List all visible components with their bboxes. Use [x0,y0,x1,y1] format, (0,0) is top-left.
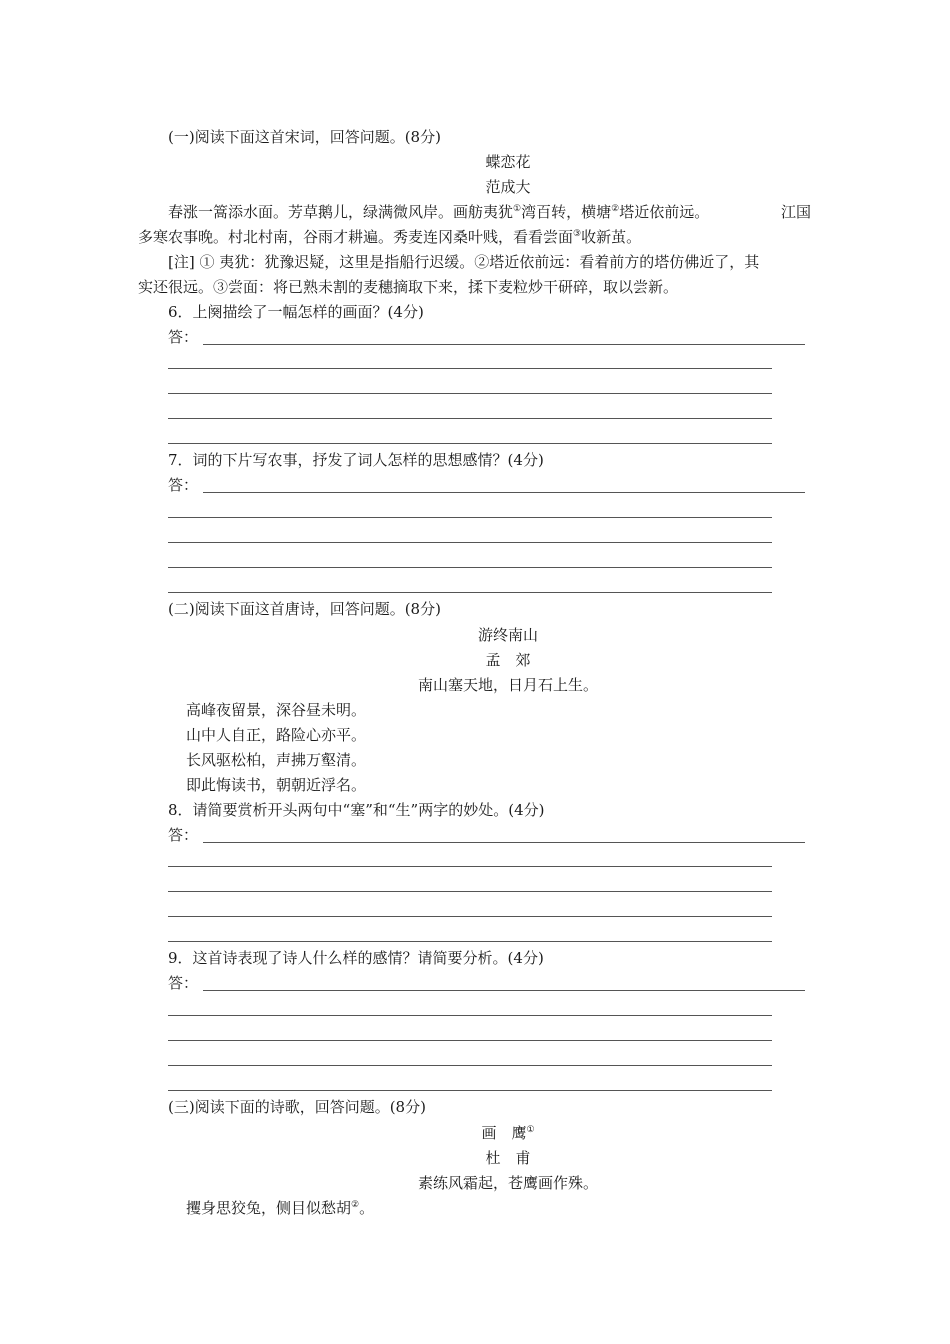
answer-line-8-4[interactable] [168,916,772,917]
answer-line-8-1[interactable] [203,842,805,843]
answer-line-7-2[interactable] [168,517,772,518]
answer-label-6: 答： [168,328,199,346]
footnote-mark-2: ② [611,204,620,214]
poem2-line2: 高峰夜留景，深谷昼未明。 [186,701,367,719]
answer-label-9: 答： [168,974,199,992]
answer-line-6-1[interactable] [203,344,805,345]
poem3-line2-end: 。 [359,1199,375,1217]
section3-header: (三)阅读下面的诗歌，回答问题。(8分) [168,1098,426,1116]
poem3-author: 杜 甫 [485,1149,531,1167]
question-7: 7．词的下片写农事，抒发了词人怎样的思想感情？(4分) [168,451,544,469]
answer-line-8-3[interactable] [168,891,772,892]
question-6: 6．上阕描绘了一幅怎样的画面？(4分) [168,303,424,321]
poem3-title-wrap [168,1123,848,1143]
answer-line-9-1[interactable] [203,990,805,991]
answer-label-7: 答： [168,476,199,494]
poem3-line2: 攫身思狡兔，侧目似愁胡 [186,1199,352,1217]
poem3-line2-wrap [186,1198,374,1218]
poem1-line2 [138,227,641,247]
question-8: 8．请简要赏析开头两句中“塞”和“生”两字的妙处。(4分) [168,801,545,819]
footnote-mark-1: ① [513,204,522,214]
answer-line-7-3[interactable] [168,542,772,543]
footnote-mark-hu: ② [351,1200,360,1210]
question-9: 9．这首诗表现了诗人什么样的感情？请简要分析。(4分) [168,949,544,967]
answer-line-7-4[interactable] [168,567,772,568]
poem2-line5: 即此悔读书，朝朝近浮名。 [186,776,367,794]
answer-line-7-5[interactable] [168,592,772,593]
answer-line-9-2[interactable] [168,1015,772,1016]
poem2-line1: 南山塞天地，日月石上生。 [417,676,598,694]
poem1-line2-b: 收新茧。 [581,228,642,246]
poem1-line2-a: 多寒农事晚。村北村南，谷雨才耕遍。秀麦连冈桑叶贱，看看尝面 [138,228,574,246]
footnote-mark-title: ① [526,1125,535,1135]
answer-line-6-4[interactable] [168,418,772,419]
poem1-title: 蝶恋花 [485,153,531,171]
poem1-line1-c: 塔近依前远。 [619,203,710,221]
answer-line-9-5[interactable] [168,1090,772,1091]
answer-line-7-1[interactable] [203,492,805,493]
poem3-line1: 素练风霜起，苍鹰画作殊。 [417,1174,598,1192]
section2-header: (二)阅读下面这首唐诗，回答问题。(8分) [168,600,441,618]
notes-line2: 实还很远。③尝面：将已熟未割的麦穗摘取下来，揉下麦粒炒干研碎，取以尝新。 [138,278,679,296]
answer-line-6-2[interactable] [168,368,772,369]
poem2-author: 孟 郊 [485,651,531,669]
notes-line1: [注] ① 夷犹：犹豫迟疑，这里是指船行迟缓。②塔近依前远：看着前方的塔仿佛近了，其 [168,253,760,271]
answer-line-8-5[interactable] [168,941,772,942]
poem2-line3: 山中人自正，路险心亦平。 [186,726,367,744]
answer-line-9-3[interactable] [168,1040,772,1041]
poem1-line1-b: 湾百转，横塘 [521,203,612,221]
poem1-line1 [168,202,709,222]
answer-line-6-5[interactable] [168,443,772,444]
poem3-title: 画 鹰 [481,1124,527,1142]
footnote-mark-3: ③ [573,229,582,239]
answer-line-6-3[interactable] [168,393,772,394]
poem2-line4: 长风驱松柏，声拂万壑清。 [186,751,367,769]
section1-header: (一)阅读下面这首宋词，回答问题。(8分) [168,128,441,146]
poem1-line1-d: 江国 [781,203,812,221]
poem2-title: 游终南山 [477,626,538,644]
answer-line-9-4[interactable] [168,1065,772,1066]
answer-label-8: 答： [168,826,199,844]
poem1-author: 范成大 [485,178,531,196]
answer-line-8-2[interactable] [168,866,772,867]
poem1-line1-a: 春涨一篙添水面。芳草鹅儿，绿满微风岸。画舫夷犹 [168,203,514,221]
